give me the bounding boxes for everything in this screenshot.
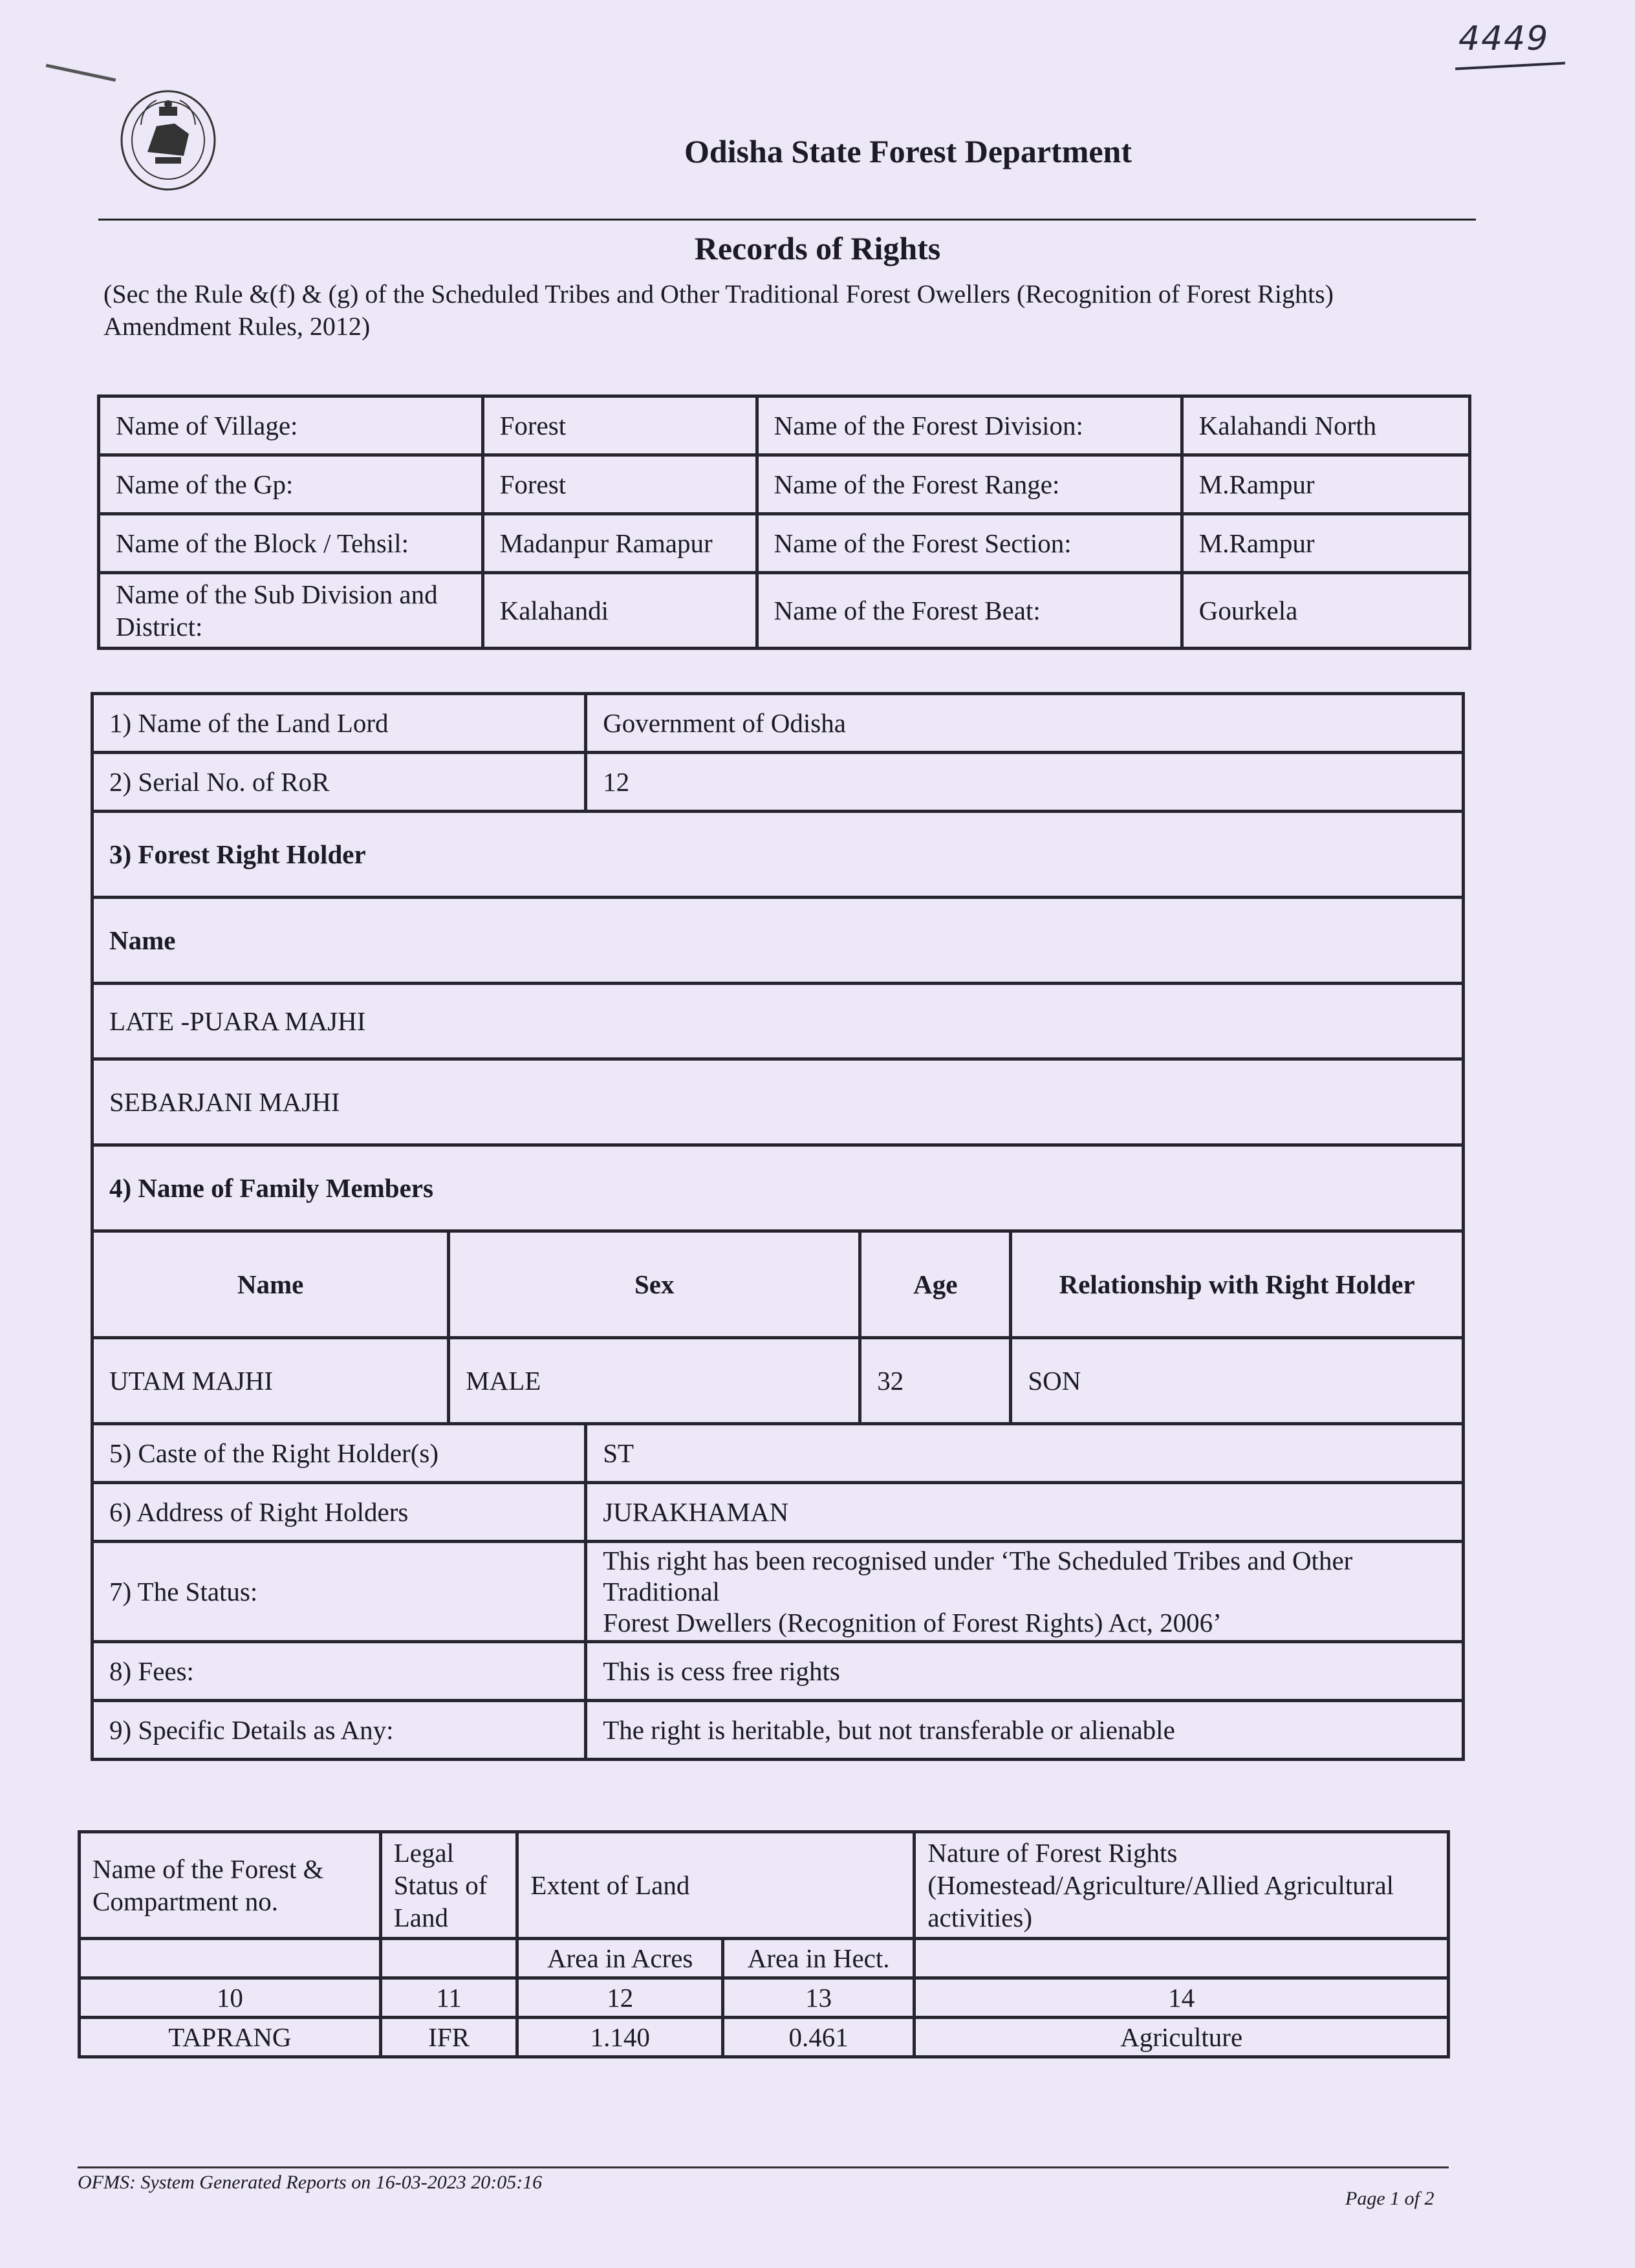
table-row [92,1145,1464,1231]
page-number: Page 1 of 2 [1345,2188,1435,2209]
family-header-row [92,1231,1464,1338]
area-hect-header: Area in Hect. [722,1939,914,1978]
column-number-row [80,1978,1449,2018]
table-row [92,984,1464,1059]
family-member-relation: SON [1011,1338,1464,1424]
land-header-row [80,1832,1449,1939]
forest-beat-label: Name of the Forest Beat: [757,573,1182,649]
table-row [92,1059,1464,1145]
address-label: 6) Address of Right Holders [92,1483,586,1542]
serial-value: 12 [586,753,1464,812]
fees-value: This is cess free rights [586,1642,1464,1701]
rule-reference: (Sec the Rule &(f) & (g) of the Scheduled Tribes and Other Traditional Forest Owellers (Recognition of Forest Rights) Amendment Rules, 2012) [103,279,1334,341]
address-value: JURAKHAMAN [586,1483,1464,1542]
legal-status-header: Legal Status of Land [380,1832,517,1939]
header-divider [98,219,1476,221]
column-number: 13 [722,1978,914,2018]
status-line: Traditional [603,1577,720,1606]
forest-range-label: Name of the Forest Range: [757,455,1182,514]
family-age-header: Age [860,1231,1011,1338]
table-row [92,1642,1464,1701]
table-row [92,1542,1464,1642]
specific-details-value: The right is heritable, but not transferable or alienable [586,1701,1464,1760]
serial-label: 2) Serial No. of RoR [92,753,586,812]
fees-label: 8) Fees: [92,1642,586,1701]
nature-of-rights-value: Agriculture [915,2018,1449,2057]
area-hect-value: 0.461 [722,2018,914,2057]
status-line: Forest Dwellers (Recognition of Forest Rights) Act, 2006’ [603,1608,1222,1637]
extent-of-land-header: Extent of Land [517,1832,915,1939]
document-title: Records of Rights [694,230,941,266]
caste-label: 5) Caste of the Right Holder(s) [92,1424,586,1483]
family-member-name: UTAM MAJHI [92,1338,449,1424]
subdivision-label: Name of the Sub Division and District: [99,573,483,649]
specific-details-label: 9) Specific Details as Any: [92,1701,586,1760]
table-row [99,514,1470,573]
area-acres-header: Area in Acres [517,1939,723,1978]
forest-compartment-header: Name of the Forest & Compartment no. [80,1832,381,1939]
holder-name: LATE -PUARA MAJHI [92,984,1464,1059]
village-value: Forest [482,396,757,455]
footer-divider [78,2166,1449,2168]
landlord-value: Government of Odisha [586,694,1464,753]
generated-timestamp: OFMS: System Generated Reports on 16-03-2023 20:05:16 [78,2172,543,2193]
column-number: 10 [80,1978,381,2018]
status-label: 7) The Status: [92,1542,586,1642]
rights-record-table [91,692,1465,1761]
forest-name-value: TAPRANG [80,2018,381,2057]
table-row [92,694,1464,753]
family-members-heading: 4) Name of Family Members [92,1145,1464,1231]
handwritten-underline [1455,62,1565,70]
area-acres-value: 1.140 [517,2018,723,2057]
table-row [99,455,1470,514]
forest-division-label: Name of the Forest Division: [757,396,1182,455]
block-label: Name of the Block / Tehsil: [99,514,483,573]
pencil-mark [46,64,116,82]
family-member-age: 32 [860,1338,1011,1424]
table-row [92,1338,1464,1424]
holder-name-heading: Name [92,898,1464,984]
empty-cell [80,1939,381,1978]
family-member-sex: MALE [449,1338,860,1424]
forest-range-value: M.Rampur [1182,455,1469,514]
department-name: Odisha State Forest Department [684,133,1132,169]
table-row [92,1483,1464,1542]
location-table [97,394,1471,650]
forest-beat-value: Gourkela [1182,573,1469,649]
table-row [92,898,1464,984]
forest-division-value: Kalahandi North [1182,396,1469,455]
family-relationship-header: Relationship with Right Holder [1011,1231,1464,1338]
table-row [99,396,1470,455]
block-value: Madanpur Ramapur [482,514,757,573]
empty-cell [380,1939,517,1978]
column-number: 11 [380,1978,517,2018]
right-holder-heading: 3) Forest Right Holder [92,812,1464,898]
gp-label: Name of the Gp: [99,455,483,514]
landlord-label: 1) Name of the Land Lord [92,694,586,753]
subdivision-value: Kalahandi [482,573,757,649]
empty-cell [915,1939,1449,1978]
village-label: Name of Village: [99,396,483,455]
gp-value: Forest [482,455,757,514]
family-name-header: Name [92,1231,449,1338]
forest-section-value: M.Rampur [1182,514,1469,573]
table-row [92,1424,1464,1483]
column-number: 14 [915,1978,1449,2018]
table-row [92,753,1464,812]
caste-value: ST [586,1424,1464,1483]
status-line: This right has been recognised under ‘The Scheduled Tribes and Other [603,1546,1353,1575]
handwritten-number: 4449 [1458,19,1550,58]
forest-section-label: Name of the Forest Section: [757,514,1182,573]
column-number: 12 [517,1978,723,2018]
table-row [99,573,1470,649]
status-value [586,1542,1464,1642]
table-row [92,1701,1464,1760]
table-row [92,812,1464,898]
nature-of-rights-header: Nature of Forest Rights (Homestead/Agriculture/Allied Agricultural activities) [915,1832,1449,1939]
holder-name: SEBARJANI MAJHI [92,1059,1464,1145]
family-sex-header: Sex [449,1231,860,1338]
land-subheader-row [80,1939,1449,1978]
table-row [80,2018,1449,2057]
land-details-table [78,1830,1450,2058]
legal-status-value: IFR [380,2018,517,2057]
